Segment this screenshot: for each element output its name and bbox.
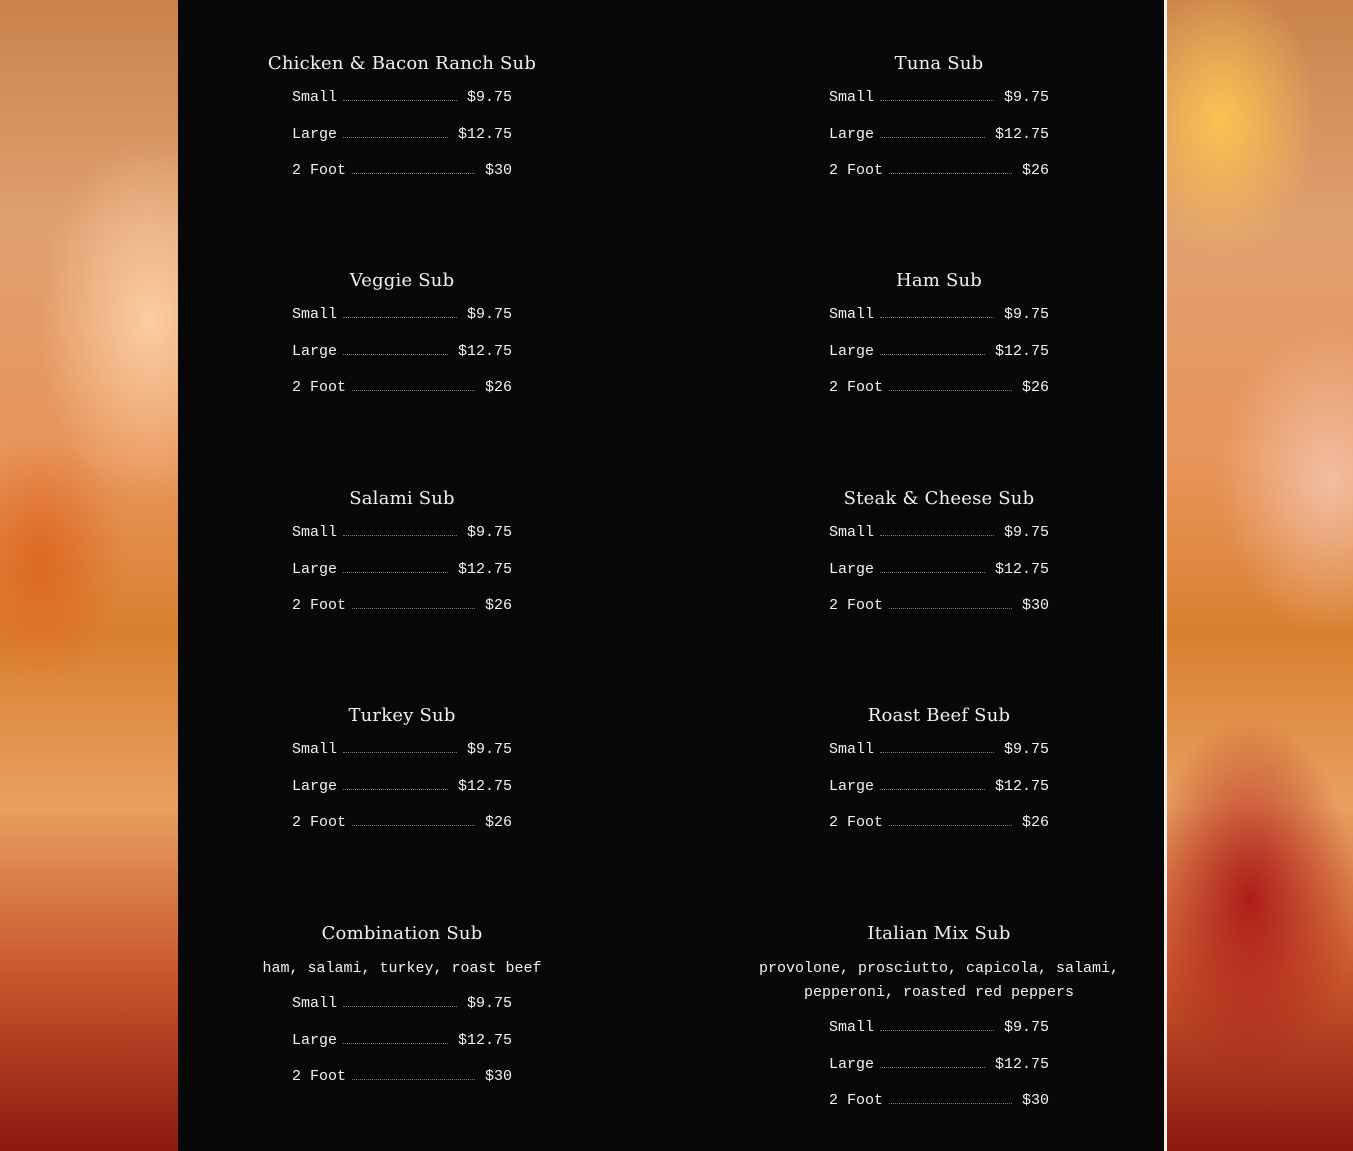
size-label: Small: [829, 306, 875, 323]
item-title: Ham Sub: [895, 270, 983, 291]
price-list: [829, 524, 1049, 634]
size-label: 2 Foot: [292, 162, 347, 179]
price-value: $9.75: [1003, 1019, 1049, 1036]
item-title: Chicken & Bacon Ranch Sub: [267, 53, 537, 74]
price-value: $26: [1021, 162, 1049, 179]
item-title: Tuna Sub: [894, 53, 984, 74]
dot-leader: [343, 996, 457, 1007]
dot-leader: [880, 1020, 994, 1031]
size-label: 2 Foot: [829, 814, 884, 831]
price-row: [292, 597, 512, 634]
price-value: $12.75: [457, 777, 512, 795]
price-value: $12.75: [457, 1031, 512, 1049]
price-value: $9.75: [466, 89, 512, 106]
size-label: Small: [829, 741, 875, 758]
size-label: Large: [829, 777, 875, 795]
price-list: [292, 995, 512, 1105]
item-title: Combination Sub: [321, 923, 483, 944]
size-label: Large: [829, 560, 875, 578]
dot-leader: [880, 307, 994, 318]
item-title: Salami Sub: [349, 488, 455, 509]
menu-item: [172, 705, 632, 851]
price-value: $30: [1021, 1092, 1049, 1109]
price-value: $12.75: [994, 1055, 1049, 1073]
size-label: 2 Foot: [829, 1092, 884, 1109]
price-row: [292, 126, 512, 163]
price-row: [829, 1019, 1049, 1056]
size-label: Small: [829, 89, 875, 106]
price-value: $9.75: [1003, 89, 1049, 106]
menu-item: [709, 53, 1169, 199]
price-row: [292, 1068, 512, 1105]
price-value: $12.75: [994, 560, 1049, 578]
price-row: [292, 379, 512, 416]
dot-leader: [880, 779, 985, 790]
price-row: [829, 1092, 1049, 1129]
price-value: $9.75: [466, 524, 512, 541]
dot-leader: [880, 742, 994, 753]
price-list: [292, 524, 512, 634]
dot-leader: [352, 598, 475, 609]
dot-leader: [880, 127, 985, 138]
price-row: [829, 778, 1049, 815]
size-label: Small: [292, 524, 338, 541]
dot-leader: [880, 562, 985, 573]
size-label: Large: [829, 342, 875, 360]
price-value: $9.75: [466, 306, 512, 323]
size-label: Large: [829, 1055, 875, 1073]
item-title: Turkey Sub: [348, 705, 456, 726]
dot-leader: [889, 380, 1012, 391]
size-label: Small: [292, 741, 338, 758]
price-row: [292, 524, 512, 561]
price-row: [292, 89, 512, 126]
size-label: Small: [829, 1019, 875, 1036]
dot-leader: [880, 525, 994, 536]
dot-leader: [889, 815, 1012, 826]
dot-leader: [889, 163, 1012, 174]
menu-item: [709, 705, 1169, 851]
price-row: [829, 597, 1049, 634]
price-row: [829, 306, 1049, 343]
price-value: $9.75: [1003, 741, 1049, 758]
price-row: [829, 1056, 1049, 1093]
dot-leader: [352, 380, 475, 391]
price-value: $12.75: [457, 560, 512, 578]
size-label: Large: [292, 777, 338, 795]
dot-leader: [343, 1033, 448, 1044]
price-row: [292, 814, 512, 851]
price-row: [829, 524, 1049, 561]
price-list: [292, 89, 512, 199]
price-value: $26: [1021, 814, 1049, 831]
price-list: [829, 89, 1049, 199]
menu-grid: [178, 0, 1164, 1151]
size-label: Large: [292, 1031, 338, 1049]
size-label: Small: [292, 995, 338, 1012]
dot-leader: [343, 307, 457, 318]
price-value: $26: [1021, 379, 1049, 396]
price-value: $30: [1021, 597, 1049, 614]
price-row: [292, 162, 512, 199]
size-label: Small: [292, 306, 338, 323]
price-value: $30: [484, 1068, 512, 1085]
item-description: provolone, prosciutto, capicola, salami, pepperoni, roasted red peppers: [758, 960, 1120, 1001]
dot-leader: [343, 90, 457, 101]
dot-leader: [889, 598, 1012, 609]
menu-item: [172, 53, 632, 199]
item-title: Italian Mix Sub: [867, 923, 1011, 944]
price-value: $30: [484, 162, 512, 179]
size-label: Large: [292, 342, 338, 360]
size-label: Large: [829, 125, 875, 143]
size-label: Small: [829, 524, 875, 541]
price-row: [829, 89, 1049, 126]
size-label: Small: [292, 89, 338, 106]
dot-leader: [343, 344, 448, 355]
item-title: Veggie Sub: [349, 270, 455, 291]
price-list: [829, 1019, 1049, 1129]
price-list: [292, 741, 512, 851]
item-title: Roast Beef Sub: [867, 705, 1011, 726]
price-row: [292, 561, 512, 598]
price-value: $12.75: [457, 342, 512, 360]
price-list: [292, 306, 512, 416]
price-row: [829, 126, 1049, 163]
dot-leader: [343, 742, 457, 753]
price-row: [829, 741, 1049, 778]
price-value: $12.75: [994, 342, 1049, 360]
price-value: $12.75: [457, 125, 512, 143]
size-label: 2 Foot: [829, 162, 884, 179]
price-value: $26: [484, 814, 512, 831]
item-description: ham, salami, turkey, roast beef: [262, 960, 542, 977]
dot-leader: [343, 525, 457, 536]
price-row: [829, 814, 1049, 851]
menu-item: [709, 488, 1169, 634]
size-label: 2 Foot: [829, 597, 884, 614]
menu-item: [172, 923, 632, 1105]
dot-leader: [880, 344, 985, 355]
dot-leader: [889, 1093, 1012, 1104]
item-title: Steak & Cheese Sub: [843, 488, 1035, 509]
price-row: [292, 343, 512, 380]
menu-item: [172, 270, 632, 416]
price-value: $9.75: [466, 741, 512, 758]
price-value: $9.75: [466, 995, 512, 1012]
dot-leader: [343, 562, 448, 573]
size-label: Large: [292, 125, 338, 143]
price-list: [829, 741, 1049, 851]
dot-leader: [352, 163, 475, 174]
price-list: [829, 306, 1049, 416]
menu-item: [172, 488, 632, 634]
size-label: 2 Foot: [292, 379, 347, 396]
size-label: 2 Foot: [292, 814, 347, 831]
size-label: 2 Foot: [292, 597, 347, 614]
price-value: $9.75: [1003, 306, 1049, 323]
size-label: Large: [292, 560, 338, 578]
price-value: $26: [484, 379, 512, 396]
price-row: [292, 995, 512, 1032]
price-row: [292, 741, 512, 778]
dot-leader: [352, 815, 475, 826]
size-label: 2 Foot: [292, 1068, 347, 1085]
price-row: [292, 1032, 512, 1069]
price-value: $12.75: [994, 125, 1049, 143]
price-row: [292, 778, 512, 815]
dot-leader: [343, 127, 448, 138]
menu-panel: [178, 0, 1167, 1151]
dot-leader: [880, 1057, 985, 1068]
dot-leader: [343, 779, 448, 790]
price-value: $12.75: [994, 777, 1049, 795]
price-row: [829, 343, 1049, 380]
menu-item: [709, 270, 1169, 416]
dot-leader: [880, 90, 994, 101]
menu-item: [709, 923, 1169, 1129]
price-row: [829, 162, 1049, 199]
dot-leader: [352, 1069, 475, 1080]
price-row: [829, 561, 1049, 598]
price-value: $9.75: [1003, 524, 1049, 541]
price-row: [829, 379, 1049, 416]
size-label: 2 Foot: [829, 379, 884, 396]
price-value: $26: [484, 597, 512, 614]
price-row: [292, 306, 512, 343]
